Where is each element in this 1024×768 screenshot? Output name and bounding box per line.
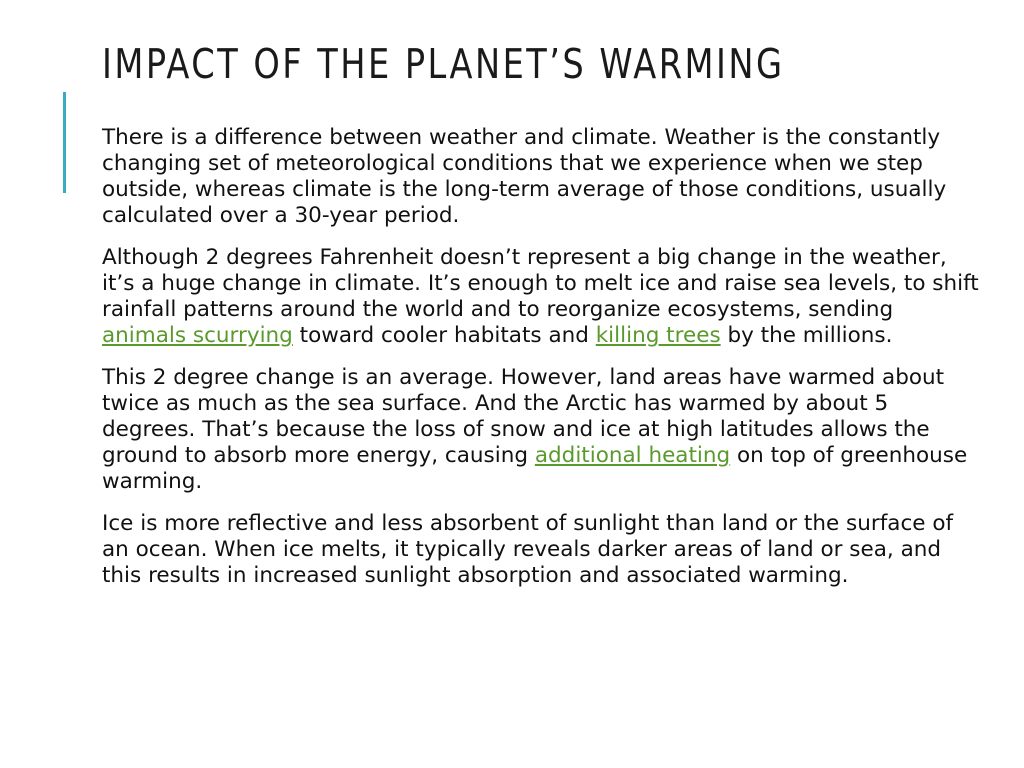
- killing-trees-link[interactable]: killing trees: [595, 323, 721, 348]
- paragraph-2-text-a: Although 2 degrees Fahrenheit doesn’t represent a big change in the weather, it’s a huge change in climate. It’s enough to melt ice and raise sea levels, to shift rainfall patterns around the world and to reorganize ecosystems, sending: [102, 245, 979, 322]
- additional-heating-link[interactable]: additional heating: [534, 443, 731, 468]
- title-accent-bar: [63, 92, 66, 193]
- slide-title: IMPACT OF THE PLANET’S WARMING: [102, 40, 785, 88]
- paragraph-ice-reflectivity: [102, 511, 982, 589]
- paragraph-2-text-c: by the millions.: [720, 323, 893, 348]
- animals-scurrying-link[interactable]: animals scurrying: [102, 323, 293, 348]
- paragraph-3-text-a: This 2 degree change is an average. However, land areas have warmed about twice as much as the sea surface. And the Arctic has warmed by about 5 degrees. That’s because the loss of snow and ice at high latitudes allows the ground to absorb more energy, causing: [102, 365, 945, 468]
- paragraph-average-change: [102, 365, 982, 495]
- slide-body: [102, 125, 982, 605]
- paragraph-3-text-b: on top of greenhouse warming.: [102, 443, 968, 494]
- paragraph-two-degrees: [102, 245, 982, 349]
- paragraph-2-text-b: toward cooler habitats and: [292, 323, 596, 348]
- paragraph-1-text: There is a difference between weather and climate. Weather is the constantly changing set of meteorological conditions that we experience when we step outside, whereas climate is the long-term average of those conditions, usually calculated over a 30-year period.: [102, 125, 947, 228]
- paragraph-weather-vs-climate: [102, 125, 982, 229]
- paragraph-4-text: Ice is more reflective and less absorbent of sunlight than land or the surface of an ocean. When ice melts, it typically reveals darker areas of land or sea, and this results in increased sunlight absorption and associated warming.: [102, 511, 954, 588]
